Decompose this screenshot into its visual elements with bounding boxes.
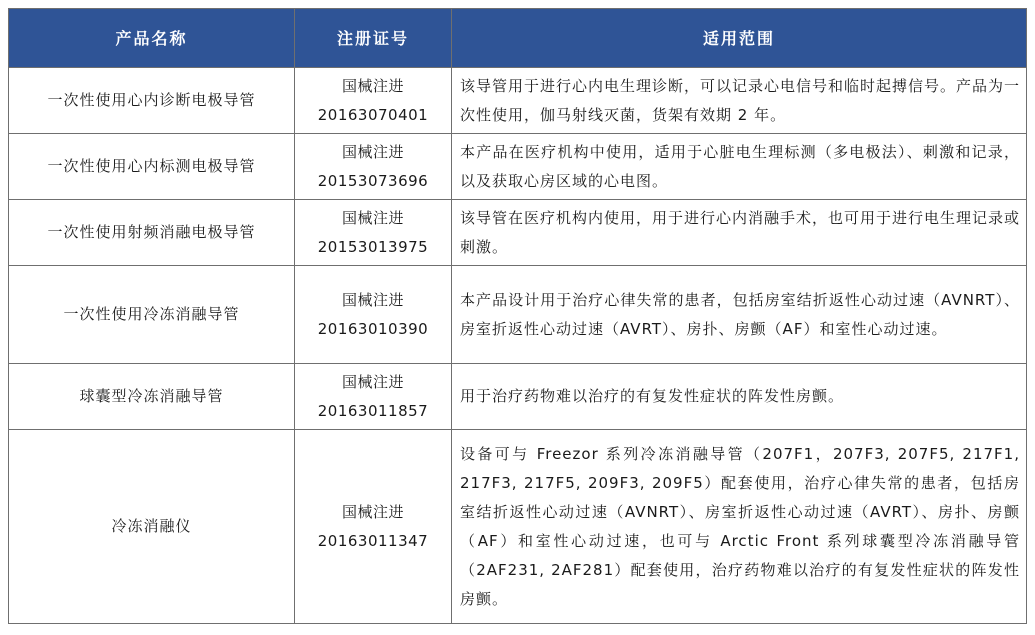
product-name-cell: 冷冻消融仪 [9, 430, 295, 624]
table-row [9, 430, 1027, 624]
table-row [9, 134, 1027, 200]
header-registration-number: 注册证号 [295, 9, 452, 68]
product-name-cell: 球囊型冷冻消融导管 [9, 364, 295, 430]
registration-number-cell [295, 266, 452, 364]
registration-number-cell [295, 430, 452, 624]
registration-prefix: 国械注进 [341, 142, 404, 161]
scope-cell: 设备可与 Freezor 系列冷冻消融导管（207F1，207F3, 207F5, 217F1, 217F3, 217F5, 209F3, 209F5）配套使用，治疗心律失常的患者，包括房室结折返性心动过速（AVNRT）、房室折返性心动过速（AVRT）、房扑、房颤（AF）和室性心动过速，也可与 Arctic Front 系列球囊型冷冻消融导管（2AF231, 2AF281）配套使用，治疗药物难以治疗的有复发性症状的阵发性房颤。 [452, 430, 1027, 624]
scope-cell: 本产品设计用于治疗心律失常的患者，包括房室结折返性心动过速（AVNRT）、房室折返性心动过速（AVRT）、房扑、房颤（AF）和室性心动过速。 [452, 266, 1027, 364]
table-row [9, 266, 1027, 364]
header-row [9, 9, 1027, 68]
scope-cell: 该导管用于进行心内电生理诊断，可以记录心电信号和临时起搏信号。产品为一次性使用，伽马射线灭菌，货架有效期 2 年。 [452, 68, 1027, 134]
registration-number-cell [295, 68, 452, 134]
registration-prefix: 国械注进 [341, 372, 404, 391]
table-header [9, 9, 1027, 68]
product-name-cell: 一次性使用冷冻消融导管 [9, 266, 295, 364]
scope-cell: 本产品在医疗机构中使用，适用于心脏电生理标测（多电极法）、刺激和记录，以及获取心房区域的心电图。 [452, 134, 1027, 200]
registration-number: 20163011347 [317, 531, 429, 550]
product-registration-table [8, 8, 1027, 624]
scope-cell: 用于治疗药物难以治疗的有复发性症状的阵发性房颤。 [452, 364, 1027, 430]
product-name-cell: 一次性使用心内标测电极导管 [9, 134, 295, 200]
registration-number: 20153073696 [317, 171, 429, 190]
table-row [9, 364, 1027, 430]
header-scope: 适用范围 [452, 9, 1027, 68]
product-name-cell: 一次性使用心内诊断电极导管 [9, 68, 295, 134]
registration-number-cell [295, 364, 452, 430]
table-body [9, 68, 1027, 624]
registration-prefix: 国械注进 [341, 208, 404, 227]
registration-number: 20163010390 [317, 319, 429, 338]
table-row [9, 68, 1027, 134]
registration-prefix: 国械注进 [341, 290, 404, 309]
product-name-cell: 一次性使用射频消融电极导管 [9, 200, 295, 266]
registration-number: 20163070401 [317, 105, 429, 124]
registration-number: 20153013975 [317, 237, 429, 256]
header-product-name: 产品名称 [9, 9, 295, 68]
table-row [9, 200, 1027, 266]
scope-cell: 该导管在医疗机构内使用，用于进行心内消融手术，也可用于进行电生理记录或刺激。 [452, 200, 1027, 266]
registration-number: 20163011857 [317, 401, 429, 420]
registration-number-cell [295, 134, 452, 200]
registration-number-cell [295, 200, 452, 266]
registration-prefix: 国械注进 [341, 76, 404, 95]
registration-prefix: 国械注进 [341, 502, 404, 521]
